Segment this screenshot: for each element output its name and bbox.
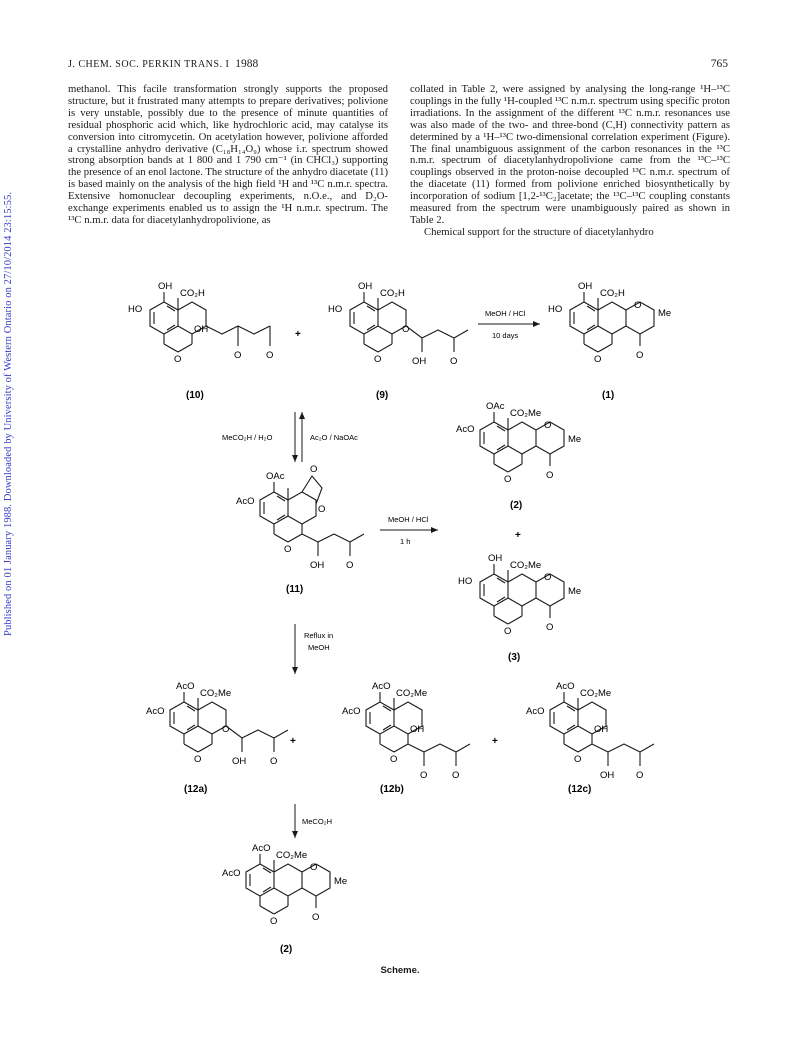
svg-text:O: O: [270, 916, 278, 927]
svg-text:O: O: [310, 464, 318, 475]
right-column: [410, 84, 730, 239]
svg-text:O: O: [504, 626, 512, 637]
svg-text:OH: OH: [232, 756, 247, 767]
svg-text:OH: OH: [578, 281, 593, 292]
svg-text:AcO: AcO: [236, 496, 255, 507]
journal-year: 1988: [235, 58, 259, 70]
svg-text:CO₂Me: CO₂Me: [276, 850, 308, 861]
svg-text:O: O: [544, 420, 552, 431]
compound-2-bottom: [222, 843, 347, 927]
compound-2-top: [456, 401, 581, 485]
compound-10: [128, 281, 273, 365]
svg-text:O: O: [546, 622, 554, 633]
svg-text:OH: OH: [194, 324, 209, 335]
svg-text:O: O: [634, 300, 642, 311]
svg-text:OH: OH: [600, 770, 615, 781]
svg-text:OH: OH: [594, 724, 609, 735]
svg-text:O: O: [504, 474, 512, 485]
svg-text:Ac₂O / NaOAc: Ac₂O / NaOAc: [310, 433, 358, 442]
left-column: [68, 84, 388, 227]
compound-1: [548, 281, 671, 365]
svg-text:O: O: [574, 754, 582, 765]
svg-text:MeCO₂H / H₂O: MeCO₂H / H₂O: [222, 433, 273, 442]
svg-text:O: O: [174, 354, 182, 365]
svg-text:O: O: [270, 756, 278, 767]
svg-text:AcO: AcO: [222, 868, 241, 879]
svg-text:O: O: [420, 770, 428, 781]
label-2-top: (2): [510, 500, 523, 511]
compound-9: [328, 281, 468, 367]
svg-text:AcO: AcO: [456, 424, 475, 435]
svg-text:O: O: [222, 724, 230, 735]
scheme-caption: Scheme.: [380, 965, 420, 976]
svg-text:MeCO₂H: MeCO₂H: [302, 817, 332, 826]
label-12a: (12a): [184, 784, 208, 795]
right-paragraph-2: Chemical support for the structure of diacetylanhydro: [424, 225, 654, 238]
arrow-10-days: [478, 309, 540, 340]
svg-text:HO: HO: [328, 304, 343, 315]
svg-text:10 days: 10 days: [492, 331, 519, 340]
svg-text:O: O: [544, 572, 552, 583]
label-12b: (12b): [380, 784, 404, 795]
svg-text:O: O: [636, 350, 644, 361]
svg-text:O: O: [194, 754, 202, 765]
svg-text:O: O: [450, 356, 458, 367]
svg-text:Me: Me: [568, 586, 582, 597]
svg-text:Me: Me: [334, 876, 348, 887]
svg-text:CO₂Me: CO₂Me: [580, 688, 612, 699]
svg-text:OH: OH: [410, 724, 425, 735]
svg-text:OH: OH: [158, 281, 173, 292]
svg-text:MeOH / HCl: MeOH / HCl: [388, 515, 429, 524]
svg-text:CO₂Me: CO₂Me: [510, 560, 542, 571]
plus-4: +: [492, 736, 498, 747]
svg-text:OAc: OAc: [266, 471, 285, 482]
plus-2: +: [515, 530, 521, 541]
label-2-bottom: (2): [280, 944, 293, 955]
svg-text:MeOH / HCl: MeOH / HCl: [485, 309, 526, 318]
svg-text:O: O: [346, 560, 354, 571]
plus-1: +: [295, 329, 301, 340]
svg-text:CO₂Me: CO₂Me: [396, 688, 428, 699]
svg-text:HO: HO: [458, 576, 473, 587]
journal-title: J. CHEM. SOC. PERKIN TRANS. I 1988: [68, 58, 259, 70]
svg-text:AcO: AcO: [526, 706, 545, 717]
compound-12b: [342, 681, 470, 781]
svg-text:O: O: [594, 354, 602, 365]
svg-text:HO: HO: [548, 304, 563, 315]
arrow-meco2h: [295, 804, 332, 838]
label-10: (10): [186, 390, 204, 401]
svg-text:AcO: AcO: [176, 681, 195, 692]
svg-text:AcO: AcO: [556, 681, 575, 692]
svg-text:O: O: [546, 470, 554, 481]
svg-text:MeOH: MeOH: [308, 643, 330, 652]
svg-text:AcO: AcO: [372, 681, 391, 692]
svg-text:AcO: AcO: [146, 706, 165, 717]
compound-11: [236, 464, 364, 571]
svg-text:O: O: [310, 862, 318, 873]
svg-text:Me: Me: [568, 434, 582, 445]
svg-text:O: O: [284, 544, 292, 555]
compound-12a: [146, 681, 288, 767]
svg-text:CO₂H: CO₂H: [600, 288, 625, 299]
label-11: (11): [286, 584, 304, 595]
svg-text:O: O: [318, 504, 326, 515]
svg-text:OH: OH: [310, 560, 325, 571]
svg-text:CO₂H: CO₂H: [380, 288, 405, 299]
svg-text:OH: OH: [358, 281, 373, 292]
svg-text:AcO: AcO: [252, 843, 271, 854]
svg-text:O: O: [402, 324, 410, 335]
svg-text:O: O: [234, 350, 242, 361]
svg-text:O: O: [390, 754, 398, 765]
label-1: (1): [602, 390, 615, 401]
svg-text:O: O: [636, 770, 644, 781]
label-9: (9): [376, 390, 389, 401]
svg-text:O: O: [312, 912, 320, 923]
svg-text:CO₂Me: CO₂Me: [200, 688, 232, 699]
svg-text:O: O: [266, 350, 274, 361]
svg-text:1 h: 1 h: [400, 537, 411, 546]
page-number: 765: [710, 58, 728, 70]
svg-text:Reflux in: Reflux in: [304, 631, 334, 640]
label-3: (3): [508, 652, 521, 663]
svg-text:AcO: AcO: [342, 706, 361, 717]
svg-text:CO₂Me: CO₂Me: [510, 408, 542, 419]
svg-text:OH: OH: [488, 553, 503, 564]
reaction-scheme: [130, 282, 670, 962]
equilibrium-arrows: [222, 412, 358, 462]
compound-12c: [526, 681, 654, 781]
label-12c: (12c): [568, 784, 592, 795]
svg-text:CO₂H: CO₂H: [180, 288, 205, 299]
provenance-text: Published on 01 January 1988. Downloaded by University of Western Ontario on 27/10/2014 23:15:55.: [3, 191, 14, 636]
svg-text:O: O: [452, 770, 460, 781]
svg-text:HO: HO: [128, 304, 143, 315]
provenance-sidebar: [0, 0, 22, 1037]
arrow-reflux: [295, 624, 333, 674]
svg-text:OH: OH: [412, 356, 427, 367]
left-paragraph: methanol. This facile transformation strongly supports the proposed structure, but it frustrated many attempts to prepare derivatives; polivione is very unstable, possibly due to the presence of minute quantities of residual phosphoric acid which, like hydrochloric acid, may catalyse its conversion into citromycetin. On acetylation however, polivione afforded a crystalline anhydro derivative (C₁₈H₁₄O₉) whose i.r. spectrum showed strong absorption bands at 1 800 and 1 790 cm⁻¹ (in CHCl₃) supporting the presence of an enol lactone. The structure of the anhydro diacetate (11) is based mainly on the analysis of the high field ¹H and ¹³C n.m.r. spectra. Extensive homonuclear decoupling experiments, n.O.e., and D₂O-exchange experiments enabled us to assign the ¹H n.m.r. spectrum. The ¹³C n.m.r. data for diacetylanhydropolivione, as: [68, 83, 388, 226]
page-header: [68, 58, 728, 74]
compound-3: [458, 553, 581, 637]
right-paragraph-1: collated in Table 2, were assigned by analysing the long-range ¹H–¹³C couplings in the fully ¹H-coupled ¹³C n.m.r. spectrum using specific proton irradiations. In the assignment of the different ¹³C n.m.r. resonances use was also made of the two- and three-bond (C,H) connectivity pattern as determined by a ¹H–¹³C two-dimensional correlation experiment (Figure). The final unambiguous assignment of the carbon resonances in the ¹³C n.m.r. spectrum of diacetylanhydropolivione came from the ¹³C–¹³C couplings observed in the proton-noise decoupled ¹³C n.m.r. spectrum of the diacetate (11) formed from polivione enriched biosynthetically by incorporation of sodium [1,2-¹³C₂]acetate; the ¹³C–¹³C coupling constants measured from the spectrum were unambiguously paired as shown in Table 2.: [410, 83, 730, 226]
arrow-1-hour: [380, 515, 438, 546]
svg-text:Me: Me: [658, 308, 672, 319]
svg-text:O: O: [374, 354, 382, 365]
svg-text:OAc: OAc: [486, 401, 505, 412]
plus-3: +: [290, 736, 296, 747]
